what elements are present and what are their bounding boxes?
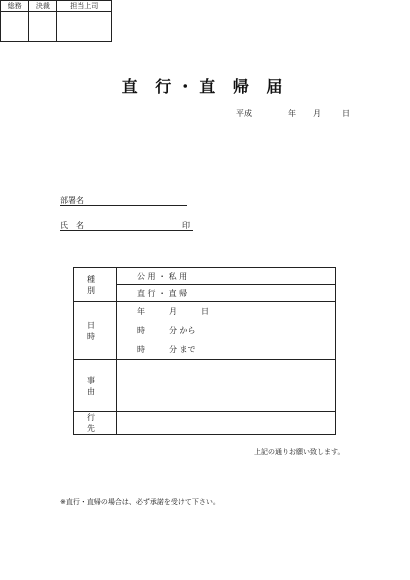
date-year: 年 [288, 109, 296, 118]
datetime-label: 日 時 [74, 302, 117, 360]
datetime-from-line: 時 分 から [137, 326, 196, 335]
reason-label: 事 由 [74, 360, 117, 412]
request-form-table [73, 267, 336, 435]
approval-header-general-affairs: 総務 [1, 1, 29, 12]
approval-stamp-table [0, 0, 112, 42]
approval-header-supervisor: 担当上司 [57, 1, 112, 12]
destination-field[interactable] [117, 412, 336, 435]
department-label: 部署名 [60, 196, 84, 205]
date-era: 平成 [236, 109, 252, 118]
document-title: 直 行・直 帰 届 [121, 77, 289, 96]
approval-stamp-box[interactable] [29, 12, 57, 42]
date-month: 月 [313, 109, 321, 118]
type-label: 種 別 [74, 268, 117, 302]
approval-stamp-box[interactable] [1, 12, 29, 42]
seal-mark: 印 [182, 221, 190, 230]
destination-label: 行 先 [74, 412, 117, 435]
approval-stamp-box[interactable] [57, 12, 112, 42]
footnote: ※直行・直帰の場合は、必ず承諾を受けて下さい。 [60, 498, 220, 506]
department-field-line[interactable] [60, 205, 187, 206]
datetime-field[interactable] [117, 302, 336, 360]
type-option-direct-go-return[interactable]: 直 行 ・ 直 帰 [117, 285, 336, 302]
name-field-line[interactable] [60, 230, 193, 231]
type-option-public-private[interactable]: 公 用 ・ 私 用 [117, 268, 336, 285]
datetime-to-line: 時 分 まで [137, 345, 196, 354]
date-day: 日 [342, 109, 350, 118]
request-note: 上記の通りお願い致します。 [254, 448, 345, 456]
approval-header-decision: 決裁 [29, 1, 57, 12]
reason-field[interactable] [117, 360, 336, 412]
datetime-date-line: 年 月 日 [137, 307, 209, 316]
name-label: 氏 名 [60, 221, 84, 230]
